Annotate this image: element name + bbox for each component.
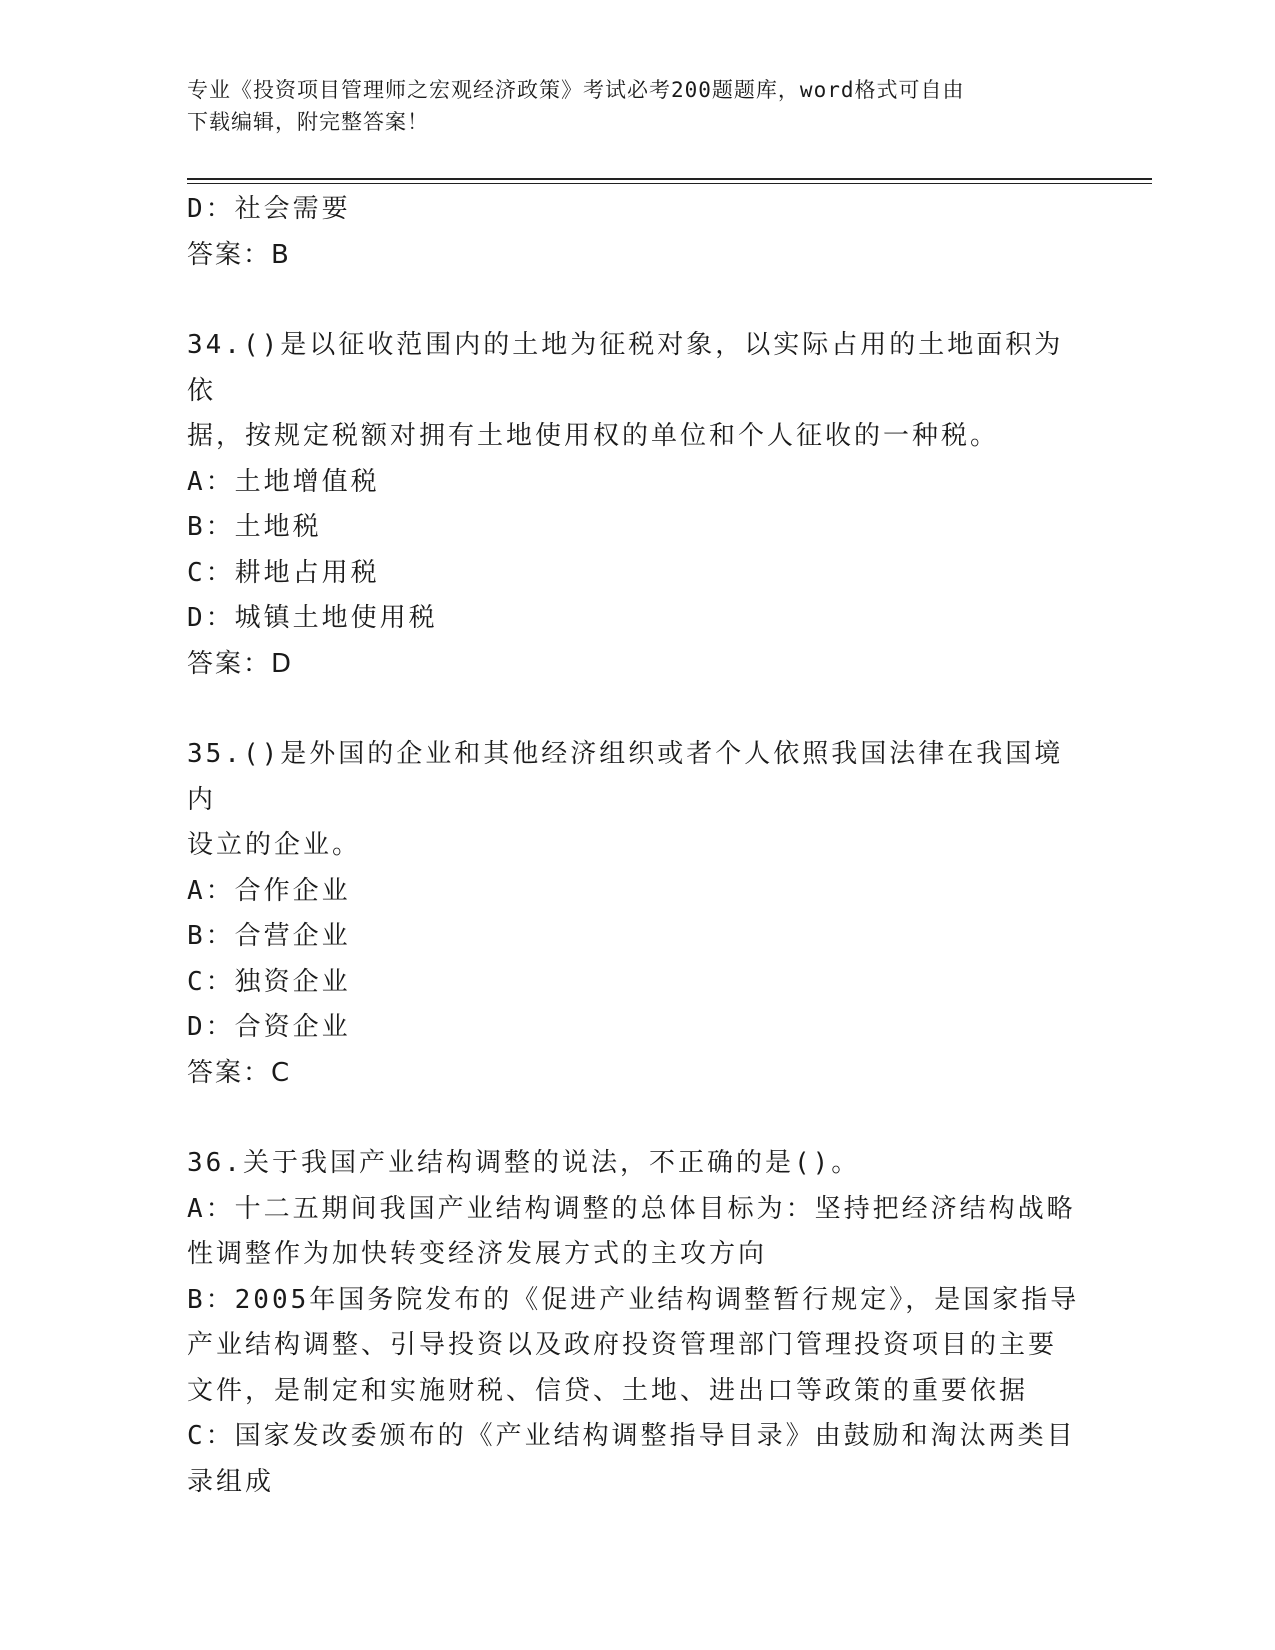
option-b: 文件，是制定和实施财税、信贷、土地、进出口等政策的重要依据 bbox=[187, 1375, 1029, 1406]
question-stem: 36.关于我国产业结构调整的说法，不正确的是()。 bbox=[187, 1148, 861, 1178]
option-b: B：合营企业 bbox=[187, 921, 351, 951]
question-content bbox=[187, 187, 1087, 1505]
option-b: B：2005年国务院发布的《促进产业结构调整暂行规定》，是国家指导 bbox=[187, 1284, 1080, 1315]
option-a: A：十二五期间我国产业结构调整的总体目标为：坚持把经济结构战略 bbox=[187, 1193, 1076, 1224]
spacer bbox=[187, 1096, 1087, 1141]
option-c: C：国家发改委颁布的《产业结构调整指导目录》由鼓励和淘汰两类目 bbox=[187, 1421, 1076, 1451]
prev-option-d: D：社会需要 bbox=[187, 194, 351, 224]
header-line-2: 下载编辑，附完整答案！ bbox=[187, 110, 429, 134]
header-divider-thin bbox=[187, 183, 1152, 184]
question-35 bbox=[187, 732, 1087, 1096]
prev-answer: 答案：B bbox=[187, 239, 291, 270]
spacer bbox=[187, 278, 1087, 323]
option-b: B：土地税 bbox=[187, 512, 322, 542]
question-stem: 35.()是外国的企业和其他经济组织或者个人依照我国法律在我国境内 bbox=[187, 739, 1064, 815]
option-a: 性调整作为加快转变经济发展方式的主攻方向 bbox=[187, 1239, 768, 1269]
document-header bbox=[187, 74, 1067, 138]
option-c: 录组成 bbox=[187, 1466, 275, 1497]
header-divider-thick bbox=[187, 178, 1152, 180]
option-d: D：城镇土地使用税 bbox=[187, 603, 438, 633]
question-stem: 34.()是以征收范围内的土地为征税对象，以实际占用的土地面积为依 bbox=[187, 330, 1064, 406]
spacer bbox=[187, 687, 1087, 732]
option-b: 产业结构调整、引导投资以及政府投资管理部门管理投资项目的主要 bbox=[187, 1330, 1058, 1360]
option-c: C：耕地占用税 bbox=[187, 557, 380, 588]
header-line-1: 专业《投资项目管理师之宏观经济政策》考试必考200题题库，word格式可自由 bbox=[187, 78, 965, 102]
answer: 答案：C bbox=[187, 1057, 292, 1088]
option-d: D：合资企业 bbox=[187, 1012, 351, 1042]
option-c: C：独资企业 bbox=[187, 966, 351, 997]
question-stem: 设立的企业。 bbox=[187, 830, 362, 860]
option-a: A：土地增值税 bbox=[187, 466, 380, 497]
option-a: A：合作企业 bbox=[187, 875, 351, 906]
answer: 答案：D bbox=[187, 648, 294, 679]
question-34 bbox=[187, 323, 1087, 687]
question-36 bbox=[187, 1141, 1087, 1505]
question-stem: 据，按规定税额对拥有土地使用权的单位和个人征收的一种税。 bbox=[187, 421, 1000, 451]
